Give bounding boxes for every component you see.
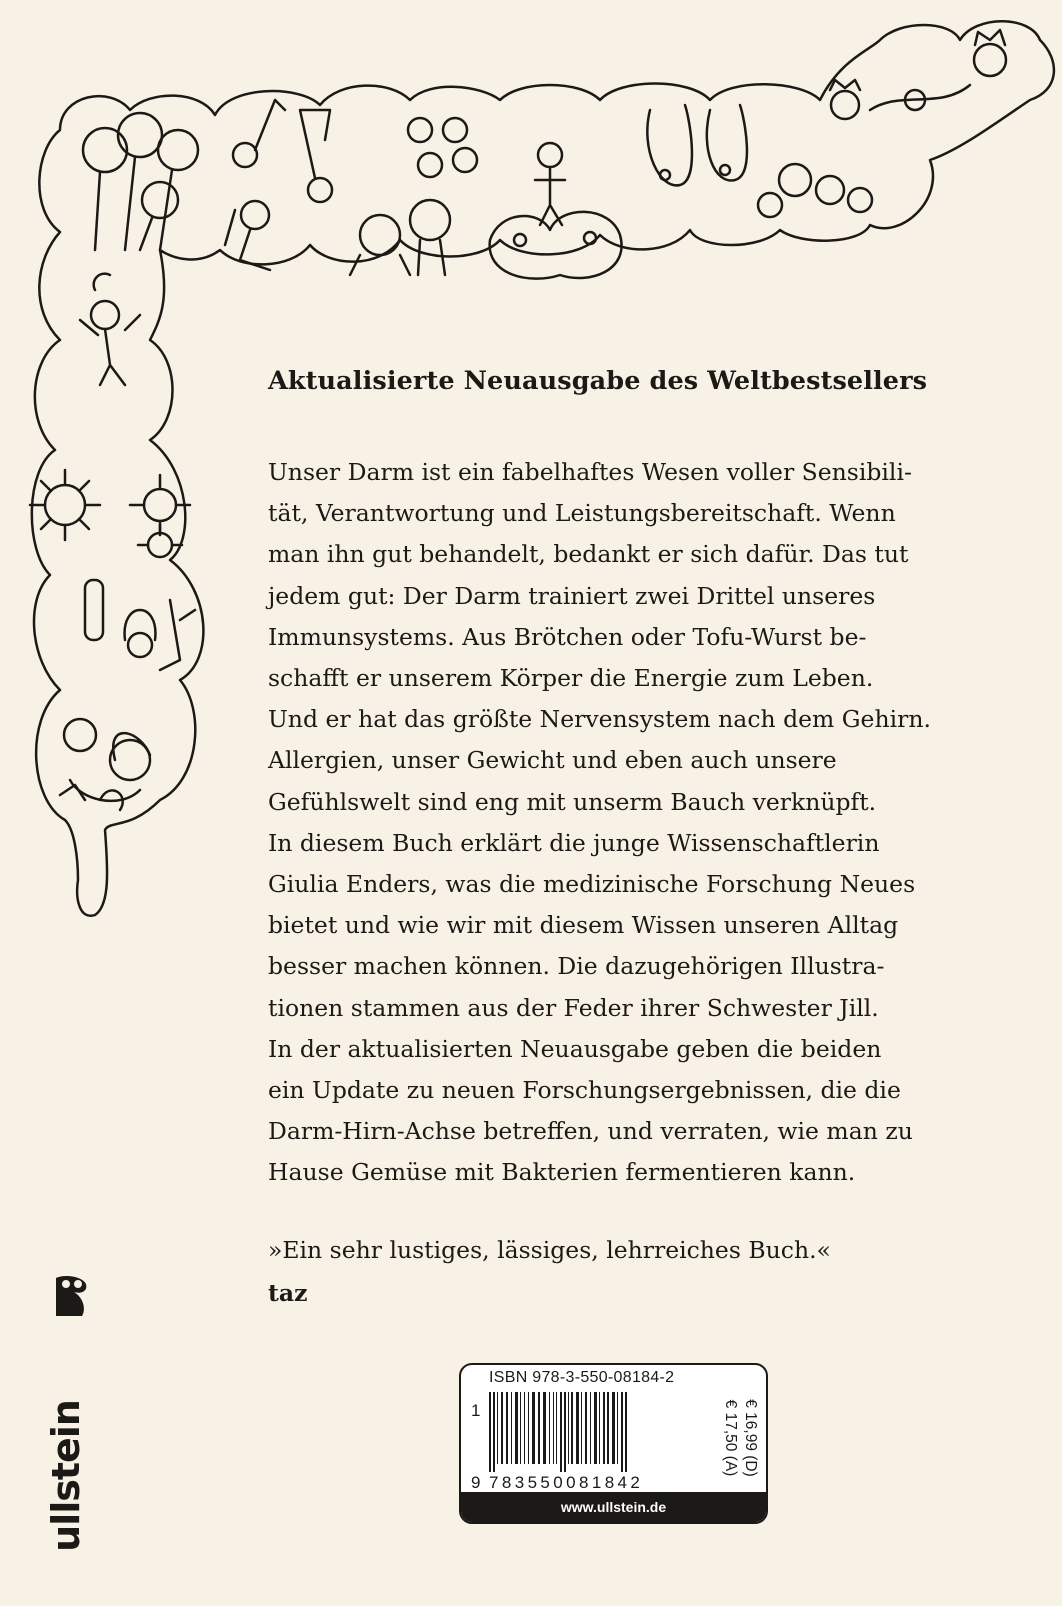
blurb-line: man ihn gut behandelt, bedankt er sich dafür. Das tut <box>268 540 909 569</box>
blurb-line: tät, Verantwortung und Leistungsbereitschaft. Wenn <box>268 499 896 528</box>
blurb-line: Hause Gemüse mit Bakterien fermentieren kann. <box>268 1158 856 1187</box>
blurb-line: In diesem Buch erklärt die junge Wissenschaftlerin <box>268 828 880 857</box>
barcode-bar <box>532 1392 535 1464</box>
blurb-line: tionen stammen aus der Feder ihrer Schwester Jill. <box>268 993 879 1022</box>
blurb-line: Allergien, unser Gewicht und eben auch unsere <box>268 746 837 775</box>
barcode-bar <box>576 1392 579 1464</box>
blurb-line: In der aktualisierten Neuausgabe geben die beiden <box>268 1034 882 1063</box>
barcode-bar <box>497 1392 498 1464</box>
blurb-line: Unser Darm ist ein fabelhaftes Wesen voller Sensibili- <box>268 458 912 486</box>
publisher-url: www.ullstein.de <box>461 1492 766 1522</box>
barcode-bar <box>607 1392 609 1464</box>
barcode-bar <box>524 1392 525 1464</box>
blurb-line: ein Update zu neuen Forschungsergebnissen, die die <box>268 1076 901 1105</box>
barcode-bar <box>564 1392 566 1472</box>
barcode-bars <box>487 1392 719 1472</box>
blurb-text <box>268 452 988 1194</box>
barcode-bar <box>556 1392 557 1464</box>
barcode-bar <box>585 1392 587 1464</box>
price-germany: € 16,99 (D) <box>742 1399 759 1477</box>
barcode-bar <box>617 1392 618 1464</box>
barcode-bar <box>506 1392 508 1464</box>
barcode-bar <box>594 1392 597 1464</box>
blurb-line: besser machen können. Die dazugehörigen Illustra- <box>268 952 885 981</box>
barcode-bar <box>493 1392 495 1472</box>
publisher-logo-text: ullstein <box>44 1400 88 1552</box>
barcode-bar <box>489 1392 491 1472</box>
blurb-line: Und er hat das größte Nervensystem nach dem Gehirn. <box>268 705 931 734</box>
blurb-line: bietet und wie wir mit diesem Wissen unseren Alltag <box>268 911 899 940</box>
ullstein-owl-icon <box>52 1272 92 1320</box>
blurb-line: Immunsystems. Aus Brötchen oder Tofu-Wurst be- <box>268 622 867 651</box>
barcode-bar <box>543 1392 546 1464</box>
ean-first-digit: 9 <box>471 1473 481 1492</box>
barcode-bar <box>568 1392 569 1464</box>
barcode-bar <box>511 1392 512 1464</box>
barcode-bar <box>515 1392 518 1464</box>
blurb-line: jedem gut: Der Darm trainiert zwei Drittel unseres <box>268 581 876 610</box>
barcode-bar <box>560 1392 562 1472</box>
barcode-bar <box>538 1392 540 1464</box>
barcode-label <box>459 1363 768 1524</box>
barcode-bar <box>621 1392 623 1472</box>
blurb-line: Giulia Enders, was die medizinische Forschung Neues <box>268 870 916 899</box>
barcode-bar <box>590 1392 591 1464</box>
barcode-bar <box>520 1392 521 1464</box>
barcode-bar <box>553 1392 554 1464</box>
barcode-bar <box>501 1392 503 1464</box>
blurb-line: schafft er unserem Körper die Energie zum Leben. <box>268 664 874 693</box>
barcode-bar <box>603 1392 605 1464</box>
barcode-bar <box>581 1392 582 1464</box>
barcode-bar <box>549 1392 550 1464</box>
price-code-digit: 1 <box>471 1401 481 1420</box>
headline: Aktualisierte Neuausgabe des Weltbestsellers <box>268 366 928 396</box>
review-quote: »Ein sehr lustiges, lässiges, lehrreiches Buch.« <box>268 1236 831 1264</box>
barcode-bar <box>625 1392 627 1472</box>
price-austria: € 17,50 (A) <box>722 1399 739 1477</box>
blurb-line: Gefühlswelt sind eng mit unserm Bauch verknüpft. <box>268 787 877 816</box>
barcode-bar <box>571 1392 573 1464</box>
blurb-line: Darm-Hirn-Achse betreffen, und verraten, wie man zu <box>268 1117 913 1146</box>
review-source: taz <box>268 1279 308 1307</box>
barcode-bar <box>528 1392 529 1464</box>
barcode-bar <box>599 1392 600 1464</box>
barcode-bar <box>612 1392 615 1464</box>
ean-digits: 783550081842 <box>489 1473 644 1492</box>
isbn: ISBN 978-3-550-08184-2 <box>489 1369 675 1386</box>
